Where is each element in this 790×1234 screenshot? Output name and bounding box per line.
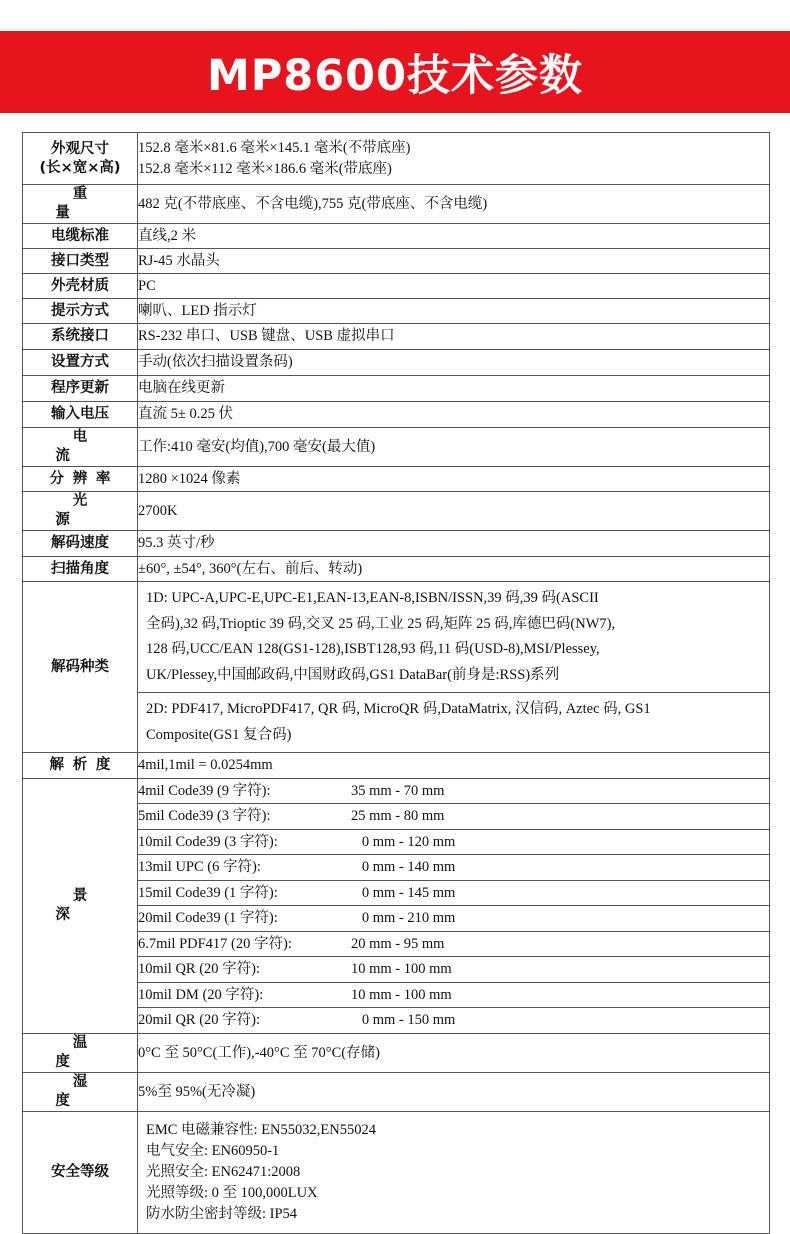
decode-speed-label: 解码速度 [23, 531, 138, 557]
dof-code: 10mil QR (20 字符): [138, 961, 261, 977]
table-row [23, 531, 770, 557]
table-row [23, 376, 770, 402]
table-row [23, 582, 770, 693]
symbologies-2d-value [138, 693, 770, 753]
weight-value: 482 克(不带底座、不含电缆),755 克(带底座、不含电缆) [138, 185, 770, 224]
table-row [23, 324, 770, 350]
setup-value: 手动(依次扫描设置条码) [138, 350, 770, 376]
system-interface-label: 系统接口 [23, 324, 138, 350]
value-text: 全码),32 码,Trioptic 39 码,交叉 25 码,工业 25 码,矩阵 25 码,库德巴码(NW7), [146, 615, 616, 632]
value-text: 152.8 毫米×112 毫米×186.6 毫米(带底座) [138, 160, 392, 177]
print-resolution-value: 4mil,1mil = 0.0254mm [138, 753, 770, 779]
dof-range: 0 mm - 150 mm [351, 1012, 456, 1028]
safety-label: 安全等级 [23, 1112, 138, 1234]
table-row [23, 557, 770, 582]
weight-label: 重 量 [23, 185, 138, 224]
humidity-value: 5%至 95%(无冷凝) [138, 1073, 770, 1112]
resolution-value: 1280 ×1024 像素 [138, 467, 770, 492]
scan-angle-label: 扫描角度 [23, 557, 138, 582]
humidity-label: 湿 度 [23, 1073, 138, 1112]
table-row [23, 1073, 770, 1112]
depth-of-field-label: 景 深 [23, 779, 138, 1034]
light-source-value: 2700K [138, 492, 770, 531]
dof-row [138, 932, 770, 957]
dof-row [138, 881, 770, 906]
program-update-value: 电脑在线更新 [138, 376, 770, 402]
dof-row [138, 1008, 770, 1034]
table-row [23, 402, 770, 428]
value-text: 光照安全: EN62471:2008 [146, 1164, 301, 1180]
spec-table [22, 132, 770, 1234]
table-row [23, 1034, 770, 1073]
value-text: 光照等级: 0 至 100,000LUX [146, 1185, 318, 1201]
dof-range: 20 mm - 95 mm [351, 935, 445, 952]
page-title: MP8600技术参数 [207, 50, 583, 101]
indication-value: 喇叭、LED 指示灯 [138, 299, 770, 324]
resolution-label: 分辨率 [23, 467, 138, 492]
indication-label: 提示方式 [23, 299, 138, 324]
dof-range: 0 mm - 120 mm [351, 833, 456, 850]
dof-row [138, 855, 770, 881]
table-row [23, 224, 770, 249]
dof-range: 0 mm - 210 mm [351, 910, 456, 926]
dof-range: 0 mm - 145 mm [351, 884, 456, 901]
housing-label: 外壳材质 [23, 274, 138, 299]
table-row [23, 753, 770, 779]
table-row [23, 428, 770, 467]
label-text: (长×宽×高) [39, 159, 121, 176]
value-text: 128 码,UCC/EAN 128(GS1-128),ISBT128,93 码,11 码(USD-8),MSI/Plessey, [146, 641, 600, 657]
symbologies-1d-value [138, 582, 770, 693]
current-value: 工作:410 毫安(均值),700 毫安(最大值) [138, 428, 770, 467]
table-row [23, 133, 770, 185]
dof-code: 4mil Code39 (9 字符): [138, 782, 271, 799]
value-text: 电气安全: EN60950-1 [146, 1143, 280, 1159]
setup-label: 设置方式 [23, 350, 138, 376]
interface-type-value: RJ-45 水晶头 [138, 249, 770, 274]
light-source-label: 光 源 [23, 492, 138, 531]
system-interface-value: RS-232 串口、USB 键盘、USB 虚拟串口 [138, 324, 770, 350]
dof-row [138, 779, 770, 804]
dof-code: 20mil Code39 (1 字符): [138, 910, 278, 926]
dof-row [138, 983, 770, 1008]
title-banner [0, 31, 790, 113]
value-text: UK/Plessey,中国邮政码,中国财政码,GS1 DataBar(前身是:RSS)系列 [146, 666, 560, 683]
dof-row [138, 804, 770, 830]
value-text: 2D: PDF417, MicroPDF417, QR 码, MicroQR 码,DataMatrix, 汉信码, Aztec 码, GS1 [146, 701, 651, 717]
dof-code: 13mil UPC (6 字符): [138, 859, 261, 875]
print-resolution-label: 解析度 [23, 753, 138, 779]
temperature-label: 温 度 [23, 1034, 138, 1073]
value-text: 防水防尘密封等级: IP54 [146, 1206, 298, 1222]
dimensions-label [23, 133, 138, 185]
table-row [23, 249, 770, 274]
dof-code: 5mil Code39 (3 字符): [138, 808, 271, 824]
dof-row [138, 830, 770, 855]
dof-code: 15mil Code39 (1 字符): [138, 884, 278, 901]
program-update-label: 程序更新 [23, 376, 138, 402]
table-row [23, 492, 770, 531]
value-text: 1D: UPC-A,UPC-E,UPC-E1,EAN-13,EAN-8,ISBN/ISSN,39 码,39 码(ASCII [146, 590, 599, 606]
table-row [23, 1112, 770, 1234]
table-row [23, 779, 770, 804]
dimensions-value [138, 133, 770, 185]
table-row [23, 350, 770, 376]
dof-range: 35 mm - 70 mm [351, 782, 445, 799]
input-voltage-value: 直流 5± 0.25 伏 [138, 402, 770, 428]
dof-code: 20mil QR (20 字符): [138, 1012, 261, 1028]
table-row [23, 299, 770, 324]
dof-row [138, 957, 770, 983]
dof-range: 10 mm - 100 mm [351, 961, 452, 977]
dof-row [138, 906, 770, 932]
value-text: EMC 电磁兼容性: EN55032,EN55024 [146, 1122, 376, 1138]
current-label: 电 流 [23, 428, 138, 467]
input-voltage-label: 输入电压 [23, 402, 138, 428]
symbologies-label: 解码种类 [23, 582, 138, 753]
temperature-value: 0°C 至 50°C(工作),-40°C 至 70°C(存储) [138, 1034, 770, 1073]
scan-angle-value: ±60°, ±54°, 360°(左右、前后、转动) [138, 557, 770, 582]
dof-code: 10mil Code39 (3 字符): [138, 833, 278, 850]
label-text: 外观尺寸 [51, 140, 109, 157]
decode-speed-value: 95.3 英寸/秒 [138, 531, 770, 557]
table-row [23, 185, 770, 224]
table-row [23, 467, 770, 492]
dof-range: 25 mm - 80 mm [351, 808, 445, 824]
safety-value [138, 1112, 770, 1234]
dof-code: 6.7mil PDF417 (20 字符): [138, 935, 292, 952]
cable-value: 直线,2 米 [138, 224, 770, 249]
cable-label: 电缆标准 [23, 224, 138, 249]
table-row [23, 274, 770, 299]
value-text: Composite(GS1 复合码) [146, 726, 292, 743]
dof-code: 10mil DM (20 字符): [138, 986, 264, 1003]
dof-range: 0 mm - 140 mm [351, 859, 456, 875]
dof-range: 10 mm - 100 mm [351, 986, 452, 1003]
value-text: 152.8 毫米×81.6 毫米×145.1 毫米(不带底座) [138, 139, 411, 156]
housing-value: PC [138, 274, 770, 299]
interface-type-label: 接口类型 [23, 249, 138, 274]
